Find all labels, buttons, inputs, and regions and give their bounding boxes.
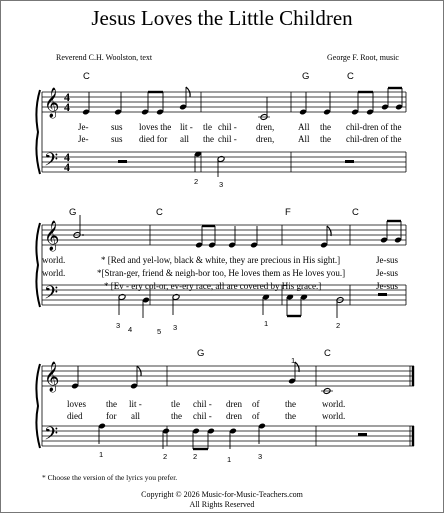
fingering-number: 4	[128, 325, 133, 334]
lyric-syllable: sus	[111, 134, 123, 144]
lyric-syllable: for	[106, 411, 117, 421]
treble-clef-icon: 𝄞	[44, 88, 60, 118]
chord-symbol: C	[324, 348, 331, 359]
chord-symbol: G	[302, 71, 310, 82]
chord-symbol: F	[285, 207, 291, 218]
chord-symbol: C	[352, 207, 359, 218]
fingering-number: 2	[336, 321, 341, 330]
lyric-syllable: Je-sus	[376, 255, 398, 265]
lyric-syllable: Je-	[78, 122, 89, 132]
lyric-syllable: the	[106, 399, 117, 409]
lyric-syllable: chil -	[218, 134, 237, 144]
fingering-number: 1	[264, 319, 269, 328]
lyric-syllable: the	[320, 122, 331, 132]
fingering-number: 1	[227, 455, 232, 464]
lyric-syllable: the	[171, 411, 182, 421]
lyric-syllable: of	[252, 399, 260, 409]
lyric-syllable: chil-dren of the	[346, 134, 402, 144]
lyric-syllable: chil -	[193, 399, 212, 409]
chord-symbol: C	[156, 207, 163, 218]
fingering-number: 2	[163, 452, 168, 461]
fingering-number: 3	[116, 321, 121, 330]
system-1	[36, 87, 406, 177]
system-2	[36, 215, 406, 318]
lyric-syllable: sus	[111, 122, 123, 132]
treble-clef-icon: 𝄞	[44, 221, 60, 251]
lyric-syllable: world.	[42, 268, 66, 278]
lyric-syllable: of	[252, 411, 260, 421]
fingering-number: 3	[173, 323, 178, 332]
lyric-syllable: the	[285, 411, 296, 421]
bass-clef-icon: 𝄢	[44, 150, 59, 175]
lyric-syllable: dren,	[256, 134, 275, 144]
lyric-line: *[Stran-ger, friend & neigh-bor too, He loves them as He loves you.]	[97, 268, 346, 278]
lyric-syllable: chil -	[218, 122, 237, 132]
lyric-syllable: the	[203, 134, 214, 144]
chord-symbol: C	[83, 71, 90, 82]
lyric-syllable: lit -	[129, 399, 142, 409]
footnote: * Choose the version of the lyrics you prefer.	[42, 473, 178, 482]
lyric-syllable: loves	[67, 399, 86, 409]
notes-3	[71, 362, 333, 394]
lyric-syllable: tle	[171, 399, 180, 409]
lyric-syllable: died	[67, 411, 83, 421]
fingering-number: 2	[193, 452, 198, 461]
lyric-syllable: the	[285, 399, 296, 409]
lyric-syllable: world.	[322, 399, 346, 409]
lyric-syllable: All	[298, 122, 310, 132]
lyricist-credit: Reverend C.H. Woolston, text	[56, 53, 153, 62]
rights-notice: All Rights Reserved	[189, 500, 255, 509]
bass-notes-1	[118, 151, 354, 177]
time-sig-top: 4	[64, 90, 70, 104]
bass-notes-2	[118, 293, 387, 318]
time-sig-top-bass: 4	[64, 150, 70, 164]
fingering-number: 1	[99, 450, 104, 459]
brace	[36, 90, 40, 174]
lyric-syllable: Je-	[78, 134, 89, 144]
lyric-syllable: dren	[226, 411, 242, 421]
lyric-syllable: Je-sus	[376, 268, 398, 278]
song-title: Jesus Loves the Little Children	[91, 6, 353, 30]
lyric-syllable: all	[180, 134, 189, 144]
bass-clef-icon: 𝄢	[44, 283, 59, 308]
lyric-line: * [Red and yel-low, black & white, they are precious in His sight.]	[101, 255, 341, 265]
lyric-syllable: died for	[139, 134, 168, 144]
lyric-line: * [Ev - ery col-or, ev-ery race, all are covered by His grace.]	[104, 281, 322, 291]
fingering-number: 3	[219, 180, 224, 189]
lyric-syllable: chil-dren of the	[346, 122, 402, 132]
treble-staff-1	[42, 92, 406, 112]
composer-credit: George F. Root, music	[327, 53, 399, 62]
lyric-syllable: world.	[42, 255, 66, 265]
lyric-syllable: world.	[322, 411, 346, 421]
lyric-syllable: dren,	[256, 122, 275, 132]
lyric-syllable: all	[131, 411, 140, 421]
fingering-number: 3	[258, 452, 263, 461]
bass-clef-icon: 𝄢	[44, 424, 59, 449]
fingering-number: 1	[291, 356, 296, 365]
lyric-syllable: All	[298, 134, 310, 144]
lyric-syllable: the	[320, 134, 331, 144]
lyric-syllable: dren	[226, 399, 242, 409]
copyright: Copyright © 2026 Music-for-Music-Teachers.com	[141, 490, 303, 499]
chord-symbol: C	[347, 71, 354, 82]
lyric-syllable: loves the	[139, 122, 172, 132]
time-sig-bottom-bass: 4	[64, 160, 70, 174]
chord-symbol: G	[69, 207, 77, 218]
notes-2	[73, 215, 402, 248]
fingering-number: 5	[157, 327, 162, 336]
time-sig-bottom: 4	[64, 100, 70, 114]
chord-symbol: G	[197, 348, 205, 359]
lyric-syllable: tle	[203, 122, 212, 132]
lyric-syllable: lit -	[180, 122, 193, 132]
fingering-number: 2	[194, 177, 199, 186]
lyric-syllable: chil -	[193, 411, 212, 421]
lyric-syllable: Je-sus	[376, 281, 398, 291]
treble-clef-icon: 𝄞	[44, 362, 60, 392]
